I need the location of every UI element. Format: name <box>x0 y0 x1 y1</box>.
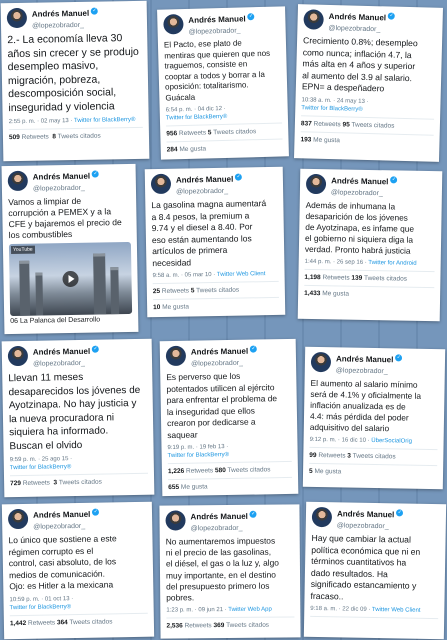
tweet-source[interactable]: Twitter for BlackBerry® <box>9 464 72 472</box>
quote-count[interactable]: 3 <box>53 479 58 487</box>
tweet-card[interactable] <box>157 6 289 159</box>
verified-icon: ✓ <box>93 508 98 515</box>
author-handle[interactable]: @lopezobrador_ <box>176 187 229 196</box>
verified-icon: ✓ <box>236 173 241 180</box>
retweet-label[interactable]: Retweets <box>185 467 214 475</box>
retweet-count[interactable]: 1,198 <box>304 273 321 282</box>
quote-count[interactable]: 5 <box>190 287 195 295</box>
tweet-stats <box>168 462 292 476</box>
tweet-stats <box>301 116 434 131</box>
tweet-card[interactable] <box>303 347 445 489</box>
refinery-tower <box>35 272 43 315</box>
tweet-text: No aumentaremos impuestos ni el precio de las gasolinas, el diésel, el gas o la luz y, algo muy importante, en el destino del presupuesto primero los pobres. <box>165 535 279 603</box>
retweet-count[interactable]: 1,442 <box>9 619 27 627</box>
quote-label[interactable]: Tweets citados <box>227 466 271 475</box>
author-handle[interactable]: @lopezobrador_ <box>335 367 388 376</box>
verified-icon: ✓ <box>248 13 254 20</box>
quote-label[interactable]: Tweets citados <box>57 132 101 141</box>
tweet-source[interactable]: Twitter for BlackBerry® <box>301 104 363 113</box>
avatar[interactable] <box>306 174 326 194</box>
tweet-meta <box>10 454 148 472</box>
retweet-label[interactable]: Retweets <box>178 129 207 138</box>
quote-label[interactable]: Tweets citados <box>226 621 270 630</box>
author-name[interactable]: Andrés Manuel <box>188 14 246 25</box>
tweet-source[interactable]: Twitter for BlackBerry® <box>9 603 72 611</box>
author-name[interactable]: Andrés Manuel <box>32 509 91 520</box>
refinery-tower <box>110 267 119 314</box>
avatar[interactable] <box>311 352 331 372</box>
retweet-count[interactable]: 729 <box>10 480 22 488</box>
retweet-label[interactable]: Retweets <box>322 274 350 282</box>
tweet-meta <box>305 258 435 268</box>
tweet-time: 1:23 p. m. · 09 jun 21 · <box>166 607 227 614</box>
quote-label[interactable]: Tweets citados <box>196 286 240 295</box>
like-count[interactable]: 284 <box>166 146 178 154</box>
verified-icon: ✓ <box>251 511 256 518</box>
author-handle[interactable]: @lopezobrador_ <box>32 359 85 368</box>
tweet-source[interactable]: Twitter Web Client <box>371 606 421 614</box>
verified-icon: ✓ <box>93 345 98 352</box>
video-caption[interactable]: 06 La Palanca del Desarrollo <box>10 316 101 326</box>
youtube-label: YouTube <box>11 246 35 254</box>
tweet-header <box>163 12 280 39</box>
tweet-meta <box>153 270 279 280</box>
tweet-stats <box>309 448 437 462</box>
quote-count[interactable]: 369 <box>213 622 225 630</box>
like-label[interactable]: Me gusta <box>314 467 342 476</box>
divider <box>310 616 438 619</box>
tweet-header <box>166 344 290 370</box>
verified-icon: ✓ <box>92 7 97 14</box>
tweet-source[interactable]: Twitter for BlackBerry® <box>167 452 230 460</box>
avatar[interactable] <box>151 174 171 194</box>
quote-count[interactable]: 5 <box>207 129 212 137</box>
tweet-card[interactable] <box>304 502 446 639</box>
quote-count[interactable]: 139 <box>351 274 363 282</box>
tweet-stats <box>10 613 148 627</box>
tweet-source[interactable]: Twitter for Android <box>368 259 417 267</box>
tweet-likes <box>304 286 434 300</box>
tweet-meta <box>9 593 147 611</box>
retweet-count[interactable]: 956 <box>166 130 178 138</box>
tweet-header <box>306 174 436 200</box>
tweet-card[interactable] <box>159 504 300 638</box>
tweet-time: 1:44 p. m. · 26 sep 16 · <box>304 258 367 266</box>
like-label[interactable]: Me gusta <box>162 303 189 311</box>
quote-count[interactable]: 95 <box>342 120 350 129</box>
author-handle[interactable]: @lopezobrador_ <box>328 24 381 34</box>
tweet-header <box>151 172 277 198</box>
author-handle[interactable]: @lopezobrador_ <box>336 522 389 531</box>
retweet-label[interactable]: Retweets <box>21 133 49 141</box>
quote-count[interactable]: 580 <box>214 467 226 475</box>
author-name[interactable]: Andrés Manuel <box>32 346 91 357</box>
like-label[interactable]: Me gusta <box>313 136 341 144</box>
tweet-text: Lo único que sostiene a este régimen corrupto es el control, casi absoluto, de los medios de comunicación. Ojo: es Hitler a la mexicana <box>8 533 117 592</box>
verified-icon: ✓ <box>389 12 394 19</box>
avatar[interactable] <box>7 8 27 28</box>
tweet-card[interactable] <box>2 339 155 498</box>
author-handle[interactable]: @lopezobrador_ <box>188 27 241 36</box>
tweet-text: La gasolina magna aumentará a 8.4 pesos, la premium a 9.74 y el diesel a 8.40. Por eso están aumentando los artículos de primera necesidad <box>151 198 267 268</box>
tweet-text: Llevan 11 meses desaparecidos los jóvenes de Ayotzinapa. No hay justicia y la nueva procuradora ni siquiera ha informado. Buscan el olvido <box>8 371 141 452</box>
tweet-header <box>303 9 437 36</box>
tweet-likes <box>167 139 283 154</box>
like-label[interactable]: Me gusta <box>180 483 208 491</box>
like-count[interactable]: 193 <box>300 135 312 144</box>
quote-count[interactable]: 8 <box>52 133 57 141</box>
tweet-time: 10:59 p. m. · 01 oct 13 · <box>9 595 74 603</box>
retweet-label[interactable]: Retweets <box>318 452 346 460</box>
tweet-text: Es perverso que los potentados utilicen al ejército para enfrentar el problema de la inseguridad que ellos crearon por dedicarse a saquear <box>166 370 278 440</box>
verified-icon: ✓ <box>391 176 397 183</box>
avatar[interactable] <box>163 14 184 35</box>
avatar[interactable] <box>8 346 28 366</box>
quote-label[interactable]: Tweets citados <box>69 617 113 626</box>
verified-icon: ✓ <box>251 345 256 352</box>
tweet-likes <box>300 132 433 147</box>
tweet-stats <box>10 474 148 488</box>
retweet-label[interactable]: Retweets <box>27 618 56 627</box>
tweet-source[interactable]: Twitter for BlackBerry® <box>165 113 228 122</box>
tweet-card[interactable] <box>298 169 443 321</box>
tweet-card[interactable] <box>160 339 299 496</box>
author-name[interactable]: Andrés Manuel <box>328 11 387 23</box>
author-name[interactable]: Andrés Manuel <box>175 174 234 185</box>
tweet-source[interactable]: Twitter Web App <box>228 606 272 614</box>
like-count[interactable]: 655 <box>168 483 180 492</box>
author-handle[interactable]: @lopezobrador_ <box>330 189 383 198</box>
tweet-time: 9:58 a. m. · 05 mar 10 · <box>152 272 216 280</box>
tweet-header <box>165 509 293 534</box>
video-thumbnail[interactable] <box>9 242 132 316</box>
quote-count[interactable]: 364 <box>56 618 68 626</box>
tweet-stats <box>166 618 294 631</box>
refinery-tower <box>93 253 106 314</box>
tweet-time: 2:55 p. m. · 02 may 13 · <box>8 118 73 126</box>
tweet-meta <box>310 605 438 615</box>
tweet-source[interactable]: ÜberSocialOrig <box>371 437 413 445</box>
tweet-text: 2.- La economía lleva 30 años sin crecer y se produjo desempleo masivo, migración, pobreza, descomposición social, inseguridad y violencia <box>7 32 139 114</box>
tweet-meta <box>310 436 438 446</box>
author-handle[interactable]: @lopezobrador_ <box>32 184 85 193</box>
like-label[interactable]: Me gusta <box>179 145 207 154</box>
tweet-header <box>8 344 146 370</box>
tweet-meta <box>166 103 282 122</box>
retweet-label[interactable]: Retweets <box>184 622 212 630</box>
tweet-meta <box>167 442 291 460</box>
tweet-header <box>7 6 141 32</box>
tweet-time: 6:54 p. m. · 04 dic 12 · <box>165 105 226 114</box>
tweet-card[interactable] <box>2 502 154 640</box>
author-handle[interactable]: @lopezobrador_ <box>191 359 243 368</box>
like-count[interactable]: 1,433 <box>304 289 321 298</box>
author-handle[interactable]: @lopezobrador_ <box>190 524 243 533</box>
verified-icon: ✓ <box>396 354 402 361</box>
tweet-card[interactable] <box>294 4 443 162</box>
tweet-header <box>311 352 439 378</box>
retweet-count[interactable]: 2,536 <box>166 622 183 630</box>
retweet-count[interactable]: 99 <box>309 451 317 460</box>
verified-icon: ✓ <box>397 509 403 516</box>
retweet-label[interactable]: Retweets <box>161 287 190 295</box>
retweet-count[interactable]: 25 <box>152 287 161 296</box>
author-name[interactable]: Andrés Manuel <box>190 346 249 357</box>
tweet-time: 9:19 p. m. · 19 feb 13 · <box>167 444 229 452</box>
tweet-text: Crecimiento 0.8%; desempleo como nunca; inflación 4.7, la más alta en 4 años y superior al aumento del 3.9 al salario. EPN= a despeñadero <box>301 35 418 94</box>
tweet-source[interactable]: Twitter Web Client <box>216 271 266 278</box>
like-count[interactable]: 5 <box>308 467 313 475</box>
tweet-likes <box>168 478 292 492</box>
author-name[interactable]: Andrés Manuel <box>31 8 90 19</box>
author-name[interactable]: Andrés Manuel <box>335 354 394 365</box>
quote-label[interactable]: Tweets citados <box>58 478 102 487</box>
tweet-meta <box>301 96 434 115</box>
retweet-label[interactable]: Retweets <box>22 479 50 487</box>
avatar[interactable] <box>303 9 324 30</box>
retweet-count[interactable]: 1,226 <box>167 467 185 476</box>
tweet-header <box>8 507 146 533</box>
avatar[interactable] <box>312 507 332 527</box>
tweet-text: El aumento al salario mínimo será de 4.1% y oficialmente la inflación anualizada es de 4.4: más pérdida del poder adquisitivo del salario <box>309 377 422 434</box>
tweet-time: 9:59 p. m. · 25 ago 15 · <box>9 456 73 464</box>
tweet-text: Vamos a limpiar de corrupción a PEMEX y a la CFE y bajaremos el precio de los combustibles <box>8 195 122 241</box>
author-name[interactable]: Andrés Manuel <box>336 509 395 520</box>
tweet-likes <box>309 464 437 478</box>
author-handle[interactable]: @lopezobrador_ <box>33 522 86 531</box>
like-count[interactable]: 10 <box>153 303 161 312</box>
tweet-text: Además de inhumana la desaparición de los jóvenes de Ayotzinapa, es infame que el gobierno ni siquiera diga la verdad. Pronto habrá justicia <box>304 199 415 256</box>
play-icon[interactable] <box>62 271 78 287</box>
avatar[interactable] <box>166 346 186 366</box>
tweet-card[interactable] <box>2 164 139 334</box>
retweet-count[interactable]: 509 <box>8 133 20 142</box>
avatar[interactable] <box>165 510 185 530</box>
quote-label[interactable]: Tweets citados <box>352 452 396 461</box>
tweet-header <box>8 169 130 195</box>
quote-label[interactable]: Tweets citados <box>351 121 395 130</box>
author-handle[interactable]: @lopezobrador_ <box>31 21 84 30</box>
avatar[interactable] <box>8 171 28 191</box>
tweet-text: Hay que cambiar la actual política económica que ni en términos cuantitativos ha dado resultados. Ha significado estancamiento y fracaso.. <box>310 532 421 601</box>
tweet-time: 10:38 a. m. · 24 may 13 · <box>301 96 369 105</box>
tweet-text: El Pacto, ese plato de mentiras que quieren que nos traguemos, consiste en cooptar a todos y borrar a la oposición: totalitarismo. Guácala <box>163 38 271 103</box>
tweet-header <box>312 507 440 533</box>
like-label[interactable]: Me gusta <box>322 290 350 298</box>
verified-icon: ✓ <box>93 170 98 177</box>
tweet-meta <box>9 116 143 126</box>
tweet-source[interactable]: Twitter for BlackBerry® <box>73 116 136 125</box>
quote-count[interactable]: 3 <box>347 452 351 460</box>
tweet-stats <box>153 282 279 296</box>
refinery-tower <box>19 261 30 316</box>
tweet-stats <box>304 270 434 284</box>
retweet-count[interactable]: 837 <box>300 119 312 128</box>
quote-label[interactable]: Tweets citados <box>213 128 257 137</box>
retweet-label[interactable]: Retweets <box>313 120 341 128</box>
author-name[interactable]: Andrés Manuel <box>190 511 248 522</box>
tweet-card[interactable] <box>1 1 150 162</box>
quote-label[interactable]: Tweets citados <box>363 274 408 283</box>
author-name[interactable]: Andrés Manuel <box>331 176 389 187</box>
tweet-card[interactable] <box>145 167 286 317</box>
tweet-likes <box>153 298 279 312</box>
avatar[interactable] <box>8 509 28 529</box>
author-name[interactable]: Andrés Manuel <box>32 171 91 182</box>
tweet-stats <box>166 123 282 138</box>
tweet-meta <box>166 606 294 615</box>
tweet-stats <box>9 128 143 142</box>
tweet-time: 9:12 p. m. · 16 dic 10 · <box>309 436 370 444</box>
tweet-time: 9:18 a. m. · 22 dic 09 · <box>310 605 371 613</box>
